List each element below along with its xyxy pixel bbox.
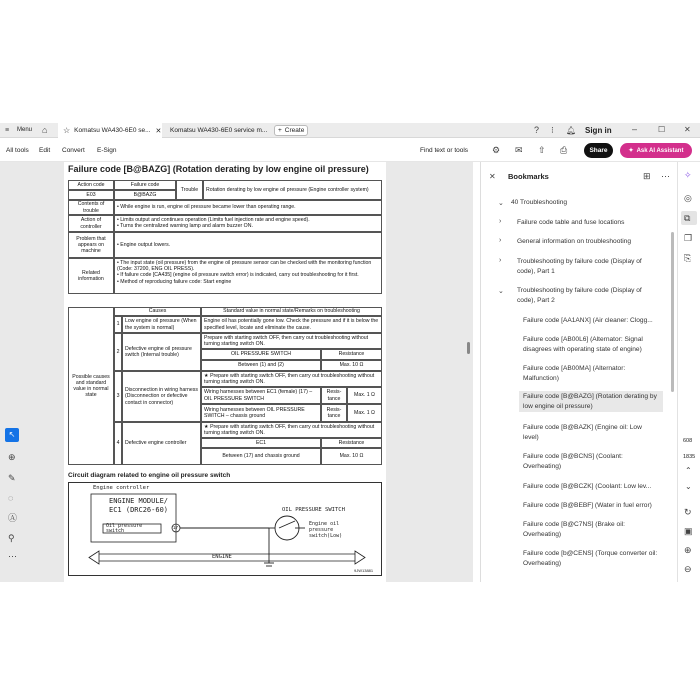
table1-problem-value: • Engine output lowers. — [114, 232, 382, 258]
diagram-oil-sw-line1: Oil pressure — [106, 523, 143, 529]
diagram-engine-label: ENGINE — [212, 554, 232, 560]
help-icon[interactable]: ? — [534, 125, 540, 135]
page-total: 1835 — [683, 454, 696, 460]
diagram-eng-line3: switch(Low) — [309, 533, 343, 539]
diagram-ops-label: OIL PRESSURE SWITCH — [282, 507, 345, 513]
chevron-right-icon[interactable]: › — [499, 237, 502, 244]
bookmarks-title: Bookmarks — [508, 172, 549, 181]
panel-resize-handle[interactable] — [467, 342, 470, 354]
table1-contents-value: • While engine is run, engine oil pressure became lower than operating range. — [114, 200, 382, 215]
ai-chat-icon[interactable]: ✧ — [684, 170, 692, 180]
right-tool-rail — [677, 162, 700, 582]
bookmarks-scrollbar[interactable] — [671, 232, 674, 392]
ai-assistant-label: Ask AI Assistant — [636, 147, 684, 154]
cause-4-max: Max. 10 Ω — [321, 448, 382, 465]
cause-4-number: 4 — [114, 422, 122, 465]
maximize-icon[interactable]: ☐ — [658, 125, 666, 134]
ai-assistant-button[interactable] — [620, 143, 692, 158]
create-label: Create — [284, 127, 305, 134]
select-cursor-icon[interactable]: ↖ — [5, 428, 19, 442]
tools-icon[interactable]: ⚙ — [492, 145, 501, 155]
bookmark-panel-icon[interactable]: ⧉ — [684, 213, 691, 223]
table2-side-label: Possible causes and standard value in normal state — [68, 307, 114, 465]
text-box-icon[interactable]: Ⓐ — [8, 513, 18, 523]
table1-related-value — [114, 258, 382, 294]
table1-trouble-label: Trouble — [176, 180, 203, 200]
chevron-up-icon[interactable]: ⌃ — [685, 466, 692, 475]
chevron-down-icon[interactable]: ⌄ — [498, 288, 504, 295]
diagram-code: 9JW13881 — [354, 568, 374, 573]
diagram-pin-17: 17 — [173, 525, 179, 530]
print-icon[interactable]: ⎙ — [560, 145, 568, 155]
star-icon[interactable]: ☆ — [63, 126, 71, 135]
table2-header-causes: Causes — [114, 307, 201, 316]
bookmark-item[interactable]: Failure code [AB00L6] (Alternator: Signal disagrees with operating state of engine) — [523, 336, 643, 353]
cause-3-label: Disconnection in wiring harness (Disconnection or defective contact in connector) — [122, 371, 201, 422]
cause-1-value: Engine oil has potentially gone low. Check the pressure and if it is below the specified level, locate and eliminate the cause. — [201, 316, 382, 333]
table1-action-code: E03 — [68, 190, 114, 200]
bookmark-item[interactable]: Troubleshooting by failure code (Display of code), Part 2 — [517, 287, 642, 304]
page-title: Failure code [B@BAZG] (Rotation derating by low engine oil pressure) — [68, 164, 369, 174]
related-line-2: • If failure code [CA435] (engine oil pressure switch error) is indicated, carry out troubleshooting for it first. — [117, 272, 359, 279]
create-button[interactable]: + Create — [274, 125, 308, 136]
panel-more-icon[interactable]: ⋯ — [661, 171, 670, 181]
table1-related-label: Related information — [68, 258, 114, 294]
cause-4-value: ★ Prepare with starting switch OFF, then carry out troubleshooting without turning starting switch ON. — [201, 422, 382, 438]
bookmark-item[interactable]: Failure code table and fuse locations — [517, 219, 625, 226]
diagram-controller-label: Engine controller — [93, 485, 150, 491]
cause-2-number: 2 — [114, 333, 122, 371]
hamburger-icon[interactable]: ≡ — [5, 127, 10, 134]
cause-3-max-a: Max. 1 Ω — [347, 387, 382, 404]
lasso-icon[interactable]: ◌ — [8, 493, 14, 503]
bookmark-item[interactable]: Failure code [b@CENS] (Torque converter oil: Overheating) — [523, 550, 658, 567]
cause-1-number: 1 — [114, 316, 122, 333]
table2-header-standard: Standard value in normal state/Remarks on troubleshooting — [201, 307, 382, 316]
diagram-module-line1: ENGINE MODULE/ — [109, 497, 169, 505]
chevron-down-icon[interactable]: ⌄ — [498, 200, 504, 207]
cause-3-resistance-b: Resis-tance — [321, 404, 347, 422]
table1-problem-label: Problem that appears on machine — [68, 232, 114, 258]
left-tool-rail — [0, 425, 22, 585]
share-button[interactable] — [584, 143, 613, 158]
bookmark-item[interactable]: Failure code [B@BCZK] (Coolant: Low lev... — [523, 483, 652, 490]
table1-action-value — [114, 215, 382, 232]
action-line-2: • Turns the centralized warning lamp and alarm buzzer ON. — [117, 223, 253, 230]
sign-in-button[interactable]: Sign in — [585, 126, 612, 135]
all-tools-button[interactable]: All tools — [6, 147, 29, 154]
bookmark-item-selected[interactable]: Failure code [B@BAZG] (Rotation derating by low engine oil pressure) — [519, 391, 663, 412]
bookmark-item[interactable]: Failure code [AB00MA] (Alternator: Malfunction) — [523, 365, 626, 382]
find-text-input[interactable]: Find text or tools — [420, 147, 469, 154]
cause-3-harness-a: Wiring harnesses between EC1 (female) (17) – OIL PRESSURE SWITCH — [201, 387, 321, 404]
cause-4-header-resistance: Resistance — [321, 438, 382, 448]
table1-header-action: Action code — [68, 180, 114, 190]
edit-button[interactable]: Edit — [39, 147, 51, 154]
zoom-icon[interactable]: ⊕ — [8, 452, 16, 462]
cause-3-max-b: Max. 1 Ω — [347, 404, 382, 422]
tab-document-1[interactable] — [58, 123, 162, 138]
bookmark-item[interactable]: General information on troubleshooting — [517, 238, 631, 245]
minimize-icon[interactable]: – — [632, 124, 638, 134]
diagram-eng-line2: pressure — [309, 527, 334, 533]
cause-3-harness-b: Wiring harnesses between OIL PRESSURE SWITCH – chassis ground — [201, 404, 321, 422]
related-line-3: • Method of reproducing failure code: Start engine — [117, 278, 232, 285]
diagram-oil-sw-line2: switch — [106, 528, 125, 534]
close-icon[interactable]: ✕ — [155, 127, 162, 135]
bookmark-item[interactable]: Failure code [B@BAZK] (Engine oil: Low level) — [523, 424, 642, 441]
cause-3-number: 3 — [114, 371, 122, 422]
chevron-right-icon[interactable]: › — [499, 218, 502, 225]
cause-2-value: Prepare with starting switch OFF, then carry out troubleshooting without turning starting switch ON. — [201, 333, 382, 349]
circuit-title: Circuit diagram related to engine oil pressure switch — [68, 472, 231, 479]
close-panel-icon[interactable]: ✕ — [489, 172, 496, 181]
upload-icon[interactable]: ⇧ — [538, 145, 546, 155]
tab-1-label: Komatsu WA430-6E0 se... — [74, 127, 151, 134]
related-line-1: • The input state (oil pressure) from the engine oil pressure sensor can be checked with the monitoring function (Code: 37200, ENG OIL PRESS). — [117, 260, 372, 273]
attachments-icon[interactable]: ⎘ — [684, 253, 692, 263]
cause-2-max: Max. 10 Ω — [321, 360, 382, 371]
apps-icon[interactable]: ⁝ — [551, 125, 554, 135]
cause-2-header-resistance: Resistance — [321, 349, 382, 360]
bell-icon[interactable]: 🔔︎ — [566, 126, 577, 135]
more-icon[interactable]: ⋯ — [8, 551, 17, 561]
esign-button[interactable]: E-Sign — [97, 147, 117, 154]
cause-3-resistance-a: Resis-tance — [321, 387, 347, 404]
table1-contents-label: Contents of trouble — [68, 200, 114, 215]
window-close-icon[interactable]: ✕ — [684, 125, 691, 134]
bookmark-item[interactable]: Troubleshooting by failure code (Display of code), Part 1 — [517, 258, 642, 275]
page-current[interactable]: 608 — [683, 438, 693, 444]
home-icon[interactable]: ⌂ — [42, 125, 48, 135]
bookmark-item[interactable]: Failure code [B@BCNS] (Coolant: Overheating) — [523, 453, 623, 470]
cause-2-label: Defective engine oil pressure switch (Internal trouble) — [122, 333, 201, 371]
document-viewport[interactable] — [0, 162, 473, 582]
cause-2-header-switch: OIL PRESSURE SWITCH — [201, 349, 321, 360]
chevron-down-icon[interactable]: ⌄ — [685, 482, 692, 491]
table1-header-failure: Failure code — [114, 180, 176, 190]
diagram-eng-line1: Engine oil — [309, 521, 340, 527]
bookmark-item[interactable]: Failure code [B@BEBF] (Water in fuel error) — [523, 502, 652, 509]
comment-icon[interactable]: ✉ — [515, 145, 523, 155]
cause-4-label: Defective engine controller — [122, 422, 201, 465]
circuit-diagram — [68, 482, 382, 576]
stamp-icon[interactable]: ⚲ — [8, 533, 15, 543]
bookmark-item[interactable]: Failure code [B@C7NS] (Brake oil: Overheating) — [523, 521, 625, 538]
cause-4-between: Between (17) and chassis ground — [201, 448, 321, 465]
pdf-page — [64, 162, 386, 582]
zoom-out-icon[interactable]: ⊖ — [684, 564, 692, 574]
table1-failure-code: B@BAZG — [114, 190, 176, 200]
menu-label[interactable]: Menu — [17, 127, 33, 133]
convert-button[interactable]: Convert — [62, 147, 85, 154]
bookmarks-panel — [480, 162, 675, 582]
cause-1-label: Low engine oil pressure (When the system is normal) — [122, 316, 201, 333]
pages-icon[interactable]: ❐ — [684, 233, 693, 243]
tab-bar — [0, 123, 700, 138]
pen-icon[interactable]: ✎ — [8, 473, 16, 483]
cause-4-header-ec1: EC1 — [201, 438, 321, 448]
action-line-1: • Limits output and continues operation (Limits fuel injection rate and engine speed). — [117, 217, 310, 223]
diagram-module-line2: EC1 (DRC26-60) — [109, 506, 169, 514]
tab-2-label: Komatsu WA430-6E0 service m... — [170, 127, 268, 134]
refresh-icon[interactable]: ↻ — [684, 507, 692, 517]
cause-3-value: ★ Prepare with starting switch OFF, then carry out troubleshooting without turning starting switch ON. — [201, 371, 382, 387]
share-label: Share — [589, 147, 608, 154]
chevron-right-icon[interactable]: › — [499, 257, 502, 264]
save-icon[interactable]: ▣ — [684, 526, 693, 536]
zoom-in-icon[interactable]: ⊕ — [684, 545, 692, 555]
comments-icon[interactable]: ◎ — [684, 193, 692, 203]
ai-sparkle-icon: ✦ — [628, 148, 634, 154]
bookmark-add-icon[interactable]: ⊞ — [643, 171, 651, 181]
table1-trouble-text: Rotation derating by low engine oil pressure (Engine controller system) — [203, 180, 382, 200]
toolbar — [0, 140, 700, 162]
cause-2-between: Between (1) and (2) — [201, 360, 321, 371]
table1-action-label: Action of controller — [68, 215, 114, 232]
bookmark-item[interactable]: Failure code [AA1ANX] (Air cleaner: Clogg... — [523, 317, 653, 324]
bookmark-item[interactable]: 40 Troubleshooting — [511, 199, 568, 206]
